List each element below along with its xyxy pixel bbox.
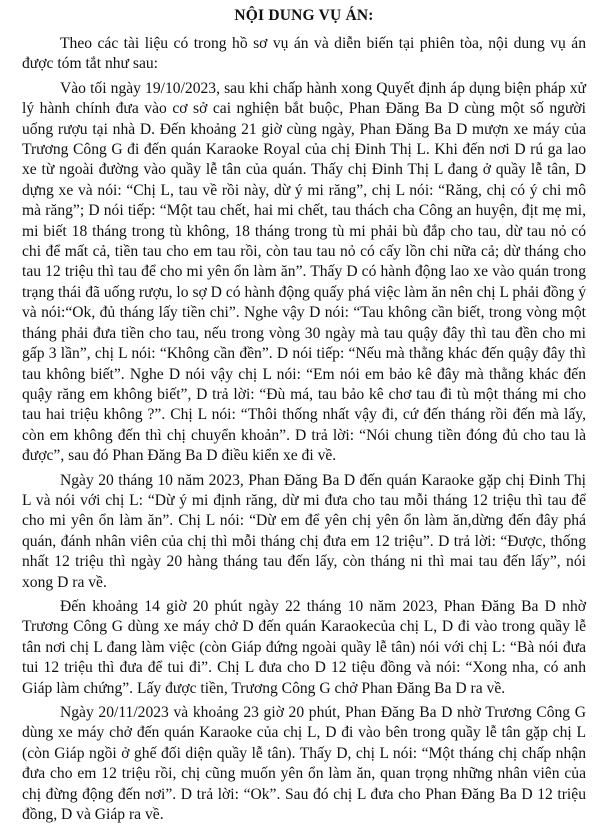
paragraph-event-22-10-2023: Đến khoảng 14 giờ 20 phút ngày 22 tháng 10 năm 2023, Phan Đăng Ba D nhờ Trương Công G dùng xe máy chở D đến quán Karaokecủa chị L, D đi vào trong quầy lễ tân nơi chị L đang làm việc (còn Giáp đứng ngoài quầy lễ tân) nói với chị L: “Bà nói đưa tui 12 triệu thì đưa để tui đi”. Chị L đưa cho D 12 tiệu đồng và nói: “Xong nha, có anh Giáp làm chứng”. Lấy được tiền, Trương Công G chở Phan Đăng Ba D ra về. bbox=[22, 597, 586, 697]
section-heading: NỘI DUNG VỤ ÁN: bbox=[234, 7, 374, 24]
paragraph-event-19-10-2023: Vào tối ngày 19/10/2023, sau khi chấp hành xong Quyết định áp dụng biện pháp xử lý hành chính đưa vào cơ sở cai nghiện bắt buộc, Phan Đăng Ba D cùng một số người uống rượu tại nhà D. Đến khoảng 21 giờ cùng ngày, Phan Đăng Ba D mượn xe máy của Trương Công G đi đến quán Karaoke Royal của chị Đinh Thị L. Khi đến nơi D rú ga lao xe từ ngoài đường vào quầy lễ tân của quán. Thấy chị Đinh Thị L đang ở quầy lễ tân, D dựng xe và nói: “Chị L, tau về rồi này, dừ ý mi răng”, chị L nói: “Răng, chị có ý chi mô mà răng”; D nói tiếp: “Một tau chết, hai mi chết, tau thách cha Công an huyện, địt mẹ mi, mi biết 18 tháng trong tù không, 18 tháng trong tù mi phải bù đắp cho tau, dừ tau nỏ có chi để mất cả, tiền tau cho em tau rồi, còn tau tau nỏ có cấy lồn chi nữa cả; dừ tháng cho tau 12 triệu thì tau để cho mi yên ổn làm ăn”. Thấy D có hành động lao xe vào quán trong trạng thái đã uống rượu, lo sợ D có hành động quấy phá việc làm ăn nên chị L phải đồng ý và nói:“Ok, đủ tháng lấy tiền chi”. Nghe vậy D nói: “Tau không cần biết, trong vòng một tháng phải đưa tiền cho tau, nếu trong vòng 30 ngày mà tau quậy đây thì tau đền cho mi gấp 3 lần”, chị L nói: “Không cần đền”. D nói tiếp: “Nếu mà thằng khác đến quậy đây thì tau không biết”. Nghe D nói vậy chị L nói: “Em nói em bảo kê đây mà thằng khác đến quậy răng em không biết”, D trả lời: “Đù má, tau bảo kê chơ tau đi tù một tháng mi cho tau hai triệu không ?”. Chị L nói: “Thôi thống nhất vậy đi, cứ đến tháng rồi đến mà lấy, còn em không đến thì chị chuyển khoản”. D trả lời: “Nói chung tiền đóng đủ cho tau là được”, sau đó Phan Đăng Ba D điều kiển xe đi về. bbox=[22, 79, 586, 465]
paragraph-event-20-11-2023: Ngày 20/11/2023 và khoảng 23 giờ 20 phút, Phan Đăng Ba D nhờ Trương Công G dùng xe máy chở đến quán Karaoke của chị L, D đi vào bên trong quầy lễ tân gặp chị L (còn Giáp ngồi ở ghế đối diện quầy lễ tân). Thấy D, chị L nói: “Một tháng chị chấp nhận đưa cho em 12 triệu rồi, chị cũng muốn yên ổn làm ăn, quan trọng những nhân viên của chị đừng động đến nơi”. D trả lời: “Ok”. Sau đó chị L đưa cho Phan Đăng Ba D 12 triệu đồng, D và Giáp ra về. bbox=[22, 704, 586, 824]
paragraph-event-20-10-2023: Ngày 20 tháng 10 năm 2023, Phan Đăng Ba D đến quán Karaoke gặp chị Đinh Thị L và nói với chị L: “Dừ ý mi định răng, dừ mi đưa cho tau mỗi tháng 12 triệu thì tau để cho mi yên ổn làm ăn”. Chị L nói: “Dừ em để yên chị yên ổn làm ăn,dừng đến đây phá quán, đánh nhân viên của chị thì mỗi tháng chị đưa em 12 triệu”. D trả lời: “Được, thống nhất 12 triệu thì ngày 20 hàng tháng tau đến lấy, còn tháng ni thì mai tau đến lấy”, nói xong D ra về. bbox=[22, 471, 586, 591]
paragraph-intro: Theo các tài liệu có trong hồ sơ vụ án và diễn biến tại phiên tòa, nội dung vụ án được tóm tắt như sau: bbox=[22, 35, 586, 73]
